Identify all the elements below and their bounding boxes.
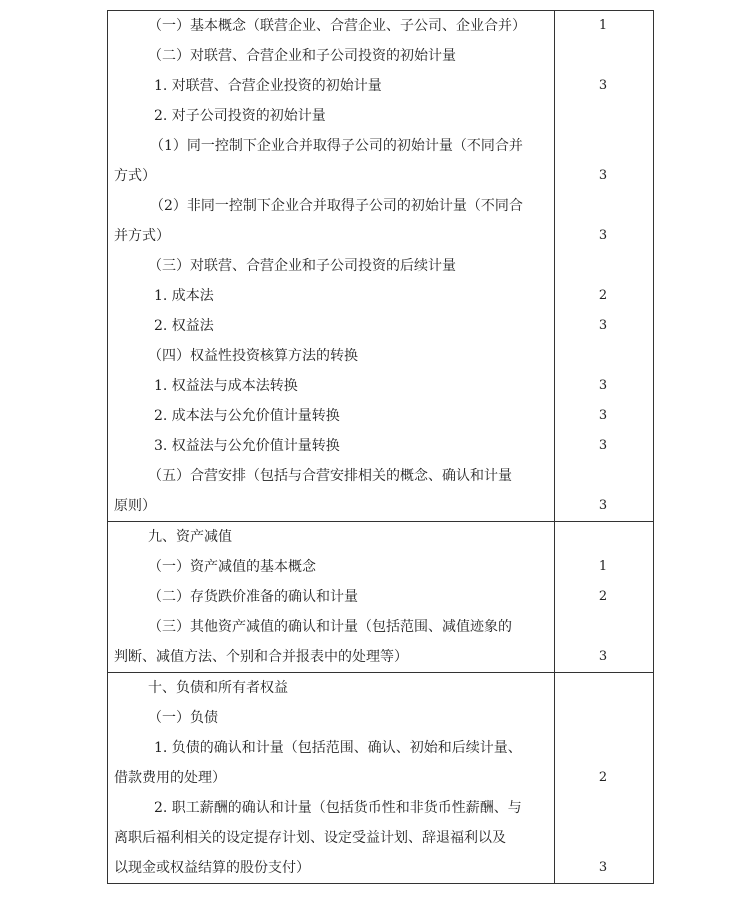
proficiency-level: 2 [598, 770, 608, 785]
proficiency-level: 3 [598, 228, 608, 243]
table-row [108, 281, 653, 311]
proficiency-level [553, 522, 653, 552]
row-text: （三）对联营、合营企业和子公司投资的后续计量 [148, 258, 456, 274]
row-text: 十、负债和所有者权益 [148, 680, 288, 696]
table-row [108, 371, 653, 401]
row-text: （一）资产减值的基本概念 [148, 559, 316, 575]
table-row [108, 461, 653, 521]
proficiency-level: 1 [598, 559, 608, 574]
proficiency-level: 3 [598, 168, 608, 183]
table-row [108, 673, 653, 703]
row-text: 九、资产减值 [148, 529, 232, 545]
proficiency-level: 3 [598, 78, 608, 93]
proficiency-level: 3 [598, 498, 608, 513]
row-text: （五）合营安排（包括与合营安排相关的概念、确认和计量 [148, 468, 512, 484]
proficiency-level: 2 [598, 589, 608, 604]
proficiency-level [553, 101, 653, 131]
table-section [108, 672, 653, 883]
table-row [108, 612, 653, 672]
proficiency-level [553, 41, 653, 71]
table-row [108, 71, 653, 101]
row-text: 方式） [114, 168, 156, 184]
table-row [108, 131, 653, 191]
row-text: （一）基本概念（联营企业、合营企业、子公司、企业合并） [148, 18, 526, 34]
row-text: 借款费用的处理） [114, 770, 226, 786]
proficiency-level: 3 [598, 318, 608, 333]
proficiency-level: 3 [598, 438, 608, 453]
table-row [108, 101, 653, 131]
table-row [108, 431, 653, 461]
row-text: 3. 权益法与公允价值计量转换 [154, 438, 340, 454]
table-row [108, 793, 653, 883]
table-row [108, 251, 653, 281]
row-text: 原则） [114, 498, 156, 514]
row-text: （一）负债 [148, 710, 218, 726]
row-text: （2）非同一控制下企业合并取得子公司的初始计量（不同合 [150, 198, 523, 214]
row-text: （二）存货跌价准备的确认和计量 [148, 589, 358, 605]
table-row [108, 311, 653, 341]
proficiency-level: 3 [598, 649, 608, 664]
table-row [108, 401, 653, 431]
row-text: 1. 成本法 [154, 288, 214, 304]
proficiency-level: 2 [598, 288, 608, 303]
table-row [108, 11, 653, 41]
table-section [108, 11, 653, 521]
row-text: 1. 负债的确认和计量（包括范围、确认、初始和后续计量、 [154, 740, 522, 756]
table-row [108, 41, 653, 71]
row-text: 2. 成本法与公允价值计量转换 [154, 408, 340, 424]
proficiency-level: 3 [598, 408, 608, 423]
table-row [108, 522, 653, 552]
proficiency-level [553, 341, 653, 371]
table-section [108, 521, 653, 672]
row-text: 2. 对子公司投资的初始计量 [154, 108, 326, 124]
table-row [108, 191, 653, 251]
table-row [108, 552, 653, 582]
row-text: 1. 权益法与成本法转换 [154, 378, 298, 394]
proficiency-level [553, 703, 653, 733]
row-text: 离职后福利相关的设定提存计划、设定受益计划、辞退福利以及 [114, 830, 506, 846]
table-row [108, 733, 653, 793]
table-row [108, 582, 653, 612]
row-text: 2. 权益法 [154, 318, 214, 334]
proficiency-level [553, 673, 653, 703]
table-row [108, 703, 653, 733]
proficiency-level [553, 251, 653, 281]
table-row [108, 341, 653, 371]
proficiency-level: 3 [598, 860, 608, 875]
row-text: 并方式） [114, 228, 170, 244]
row-text: （二）对联营、合营企业和子公司投资的初始计量 [148, 48, 456, 64]
row-text: 判断、减值方法、个别和合并报表中的处理等） [114, 649, 408, 665]
syllabus-table [107, 10, 654, 884]
row-text: 2. 职工薪酬的确认和计量（包括货币性和非货币性薪酬、与 [154, 800, 522, 816]
proficiency-level: 3 [598, 378, 608, 393]
row-text: 1. 对联营、合营企业投资的初始计量 [154, 78, 382, 94]
proficiency-level: 1 [598, 18, 608, 33]
row-text: （四）权益性投资核算方法的转换 [148, 348, 358, 364]
row-text: （三）其他资产减值的确认和计量（包括范围、减值迹象的 [148, 619, 512, 635]
row-text: 以现金或权益结算的股份支付） [114, 860, 310, 876]
row-text: （1）同一控制下企业合并取得子公司的初始计量（不同合并 [150, 138, 523, 154]
